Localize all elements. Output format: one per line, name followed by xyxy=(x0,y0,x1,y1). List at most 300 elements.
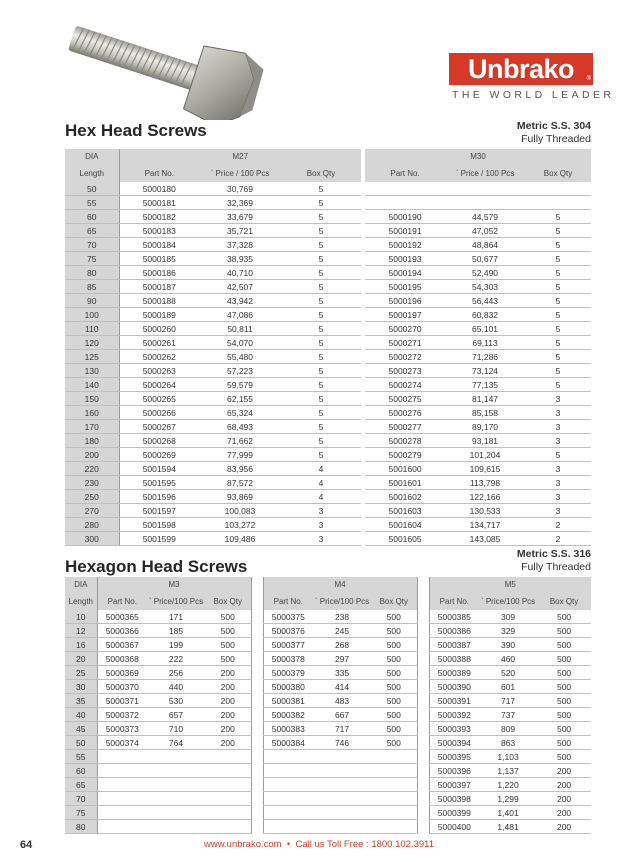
table-row xyxy=(65,532,591,546)
length-cell: 16 xyxy=(65,638,97,652)
box-qty-cell: 4 xyxy=(281,490,361,504)
table-row xyxy=(65,420,591,434)
box-qty-header: Box Qty xyxy=(371,593,417,610)
part-no-cell: 5001597 xyxy=(119,504,199,518)
price-header: ` Price/100 Pcs xyxy=(313,593,371,610)
dia-header: DIA xyxy=(65,577,97,593)
price-cell: 93,181 xyxy=(445,434,525,448)
table-row xyxy=(65,406,591,420)
price-cell xyxy=(313,750,371,764)
part-no-cell: 5000274 xyxy=(365,378,445,392)
box-qty-cell: 3 xyxy=(525,490,591,504)
m5-group-header: M5 xyxy=(429,577,591,593)
part-no-cell xyxy=(263,792,313,806)
box-qty-cell xyxy=(205,792,251,806)
part-no-cell xyxy=(97,806,147,820)
price-cell: 268 xyxy=(313,638,371,652)
box-qty-cell: 500 xyxy=(537,652,591,666)
box-qty-cell: 5 xyxy=(281,336,361,350)
box-qty-cell xyxy=(525,182,591,196)
box-qty-cell: 5 xyxy=(281,434,361,448)
length-cell: 30 xyxy=(65,680,97,694)
part-no-cell: 5001603 xyxy=(365,504,445,518)
box-qty-cell: 5 xyxy=(525,322,591,336)
box-qty-header: Box Qty xyxy=(205,593,251,610)
part-no-cell: 5000392 xyxy=(429,708,479,722)
price-cell: 710 xyxy=(147,722,205,736)
part-no-cell: 5000400 xyxy=(429,820,479,834)
price-cell: 440 xyxy=(147,680,205,694)
price-cell: 530 xyxy=(147,694,205,708)
part-no-cell: 5000396 xyxy=(429,764,479,778)
logo-text: Unbrako xyxy=(467,54,575,84)
box-qty-cell: 200 xyxy=(205,694,251,708)
price-cell: 50,677 xyxy=(445,252,525,266)
part-no-cell: 5001594 xyxy=(119,462,199,476)
price-cell: 171 xyxy=(147,610,205,624)
box-qty-cell xyxy=(371,764,417,778)
price-cell xyxy=(147,792,205,806)
part-no-cell: 5000260 xyxy=(119,322,199,336)
price-cell: 100,083 xyxy=(199,504,281,518)
part-no-cell: 5000377 xyxy=(263,638,313,652)
box-qty-cell: 500 xyxy=(205,610,251,624)
box-qty-cell: 5 xyxy=(525,238,591,252)
length-cell: 40 xyxy=(65,708,97,722)
part-no-cell: 5000370 xyxy=(97,680,147,694)
part-no-header: Part No. xyxy=(429,593,479,610)
part-no-cell: 5000268 xyxy=(119,434,199,448)
price-cell: 520 xyxy=(479,666,537,680)
price-header: ` Price / 100 Pcs xyxy=(199,165,281,182)
length-cell: 100 xyxy=(65,308,119,322)
m30-group-header: M30 xyxy=(365,149,591,165)
part-no-cell: 5000183 xyxy=(119,224,199,238)
box-qty-cell: 200 xyxy=(205,666,251,680)
length-cell: 25 xyxy=(65,666,97,680)
part-no-cell: 5001598 xyxy=(119,518,199,532)
dia-header: DIA xyxy=(65,149,119,165)
box-qty-cell: 5 xyxy=(281,224,361,238)
part-no-cell: 5000369 xyxy=(97,666,147,680)
price-cell: 77,999 xyxy=(199,448,281,462)
price-cell xyxy=(313,764,371,778)
unbrako-logo xyxy=(449,53,593,85)
part-no-cell: 5000264 xyxy=(119,378,199,392)
length-cell: 150 xyxy=(65,392,119,406)
box-qty-cell xyxy=(371,792,417,806)
price-cell xyxy=(147,778,205,792)
price-cell: 185 xyxy=(147,624,205,638)
length-cell: 125 xyxy=(65,350,119,364)
table-row xyxy=(65,778,591,792)
price-cell: 746 xyxy=(313,736,371,750)
part-no-cell: 5001604 xyxy=(365,518,445,532)
box-qty-cell xyxy=(205,750,251,764)
table-row xyxy=(65,196,591,210)
box-qty-cell: 500 xyxy=(205,638,251,652)
length-cell: 110 xyxy=(65,322,119,336)
box-qty-cell: 3 xyxy=(525,504,591,518)
price-cell: 390 xyxy=(479,638,537,652)
box-qty-cell: 500 xyxy=(371,666,417,680)
box-qty-cell: 200 xyxy=(205,708,251,722)
part-no-cell: 5000261 xyxy=(119,336,199,350)
part-no-cell: 5000262 xyxy=(119,350,199,364)
table-column-header-row xyxy=(65,165,591,182)
box-qty-cell: 500 xyxy=(537,694,591,708)
price-cell: 35,721 xyxy=(199,224,281,238)
part-no-cell: 5000189 xyxy=(119,308,199,322)
part-no-cell: 5000390 xyxy=(429,680,479,694)
part-no-cell: 5000279 xyxy=(365,448,445,462)
price-cell: 130,533 xyxy=(445,504,525,518)
box-qty-cell: 5 xyxy=(281,364,361,378)
length-cell: 50 xyxy=(65,182,119,196)
table-column-header-row xyxy=(65,593,591,610)
box-qty-cell: 5 xyxy=(525,336,591,350)
section1-spec: Metric S.S. 304 xyxy=(516,120,591,132)
length-cell: 12 xyxy=(65,624,97,638)
box-qty-cell: 200 xyxy=(537,764,591,778)
box-qty-cell: 5 xyxy=(281,252,361,266)
price-cell: 60,832 xyxy=(445,308,525,322)
price-cell: 1,103 xyxy=(479,750,537,764)
box-qty-cell: 2 xyxy=(525,518,591,532)
box-qty-cell: 5 xyxy=(281,406,361,420)
part-no-cell: 5000373 xyxy=(97,722,147,736)
part-no-cell xyxy=(365,196,445,210)
box-qty-cell: 5 xyxy=(525,308,591,322)
box-qty-cell: 200 xyxy=(537,778,591,792)
length-cell: 60 xyxy=(65,764,97,778)
part-no-cell: 5000375 xyxy=(263,610,313,624)
price-cell: 717 xyxy=(313,722,371,736)
length-cell: 75 xyxy=(65,252,119,266)
length-cell: 180 xyxy=(65,434,119,448)
part-no-cell xyxy=(97,750,147,764)
price-cell: 1,299 xyxy=(479,792,537,806)
box-qty-cell: 500 xyxy=(371,722,417,736)
hex-bolt-image xyxy=(62,10,267,120)
part-no-cell: 5000389 xyxy=(429,666,479,680)
part-no-cell: 5000277 xyxy=(365,420,445,434)
price-cell xyxy=(313,820,371,834)
box-qty-cell: 200 xyxy=(537,806,591,820)
box-qty-cell: 4 xyxy=(281,476,361,490)
part-no-cell: 5000275 xyxy=(365,392,445,406)
length-cell: 50 xyxy=(65,736,97,750)
length-cell: 65 xyxy=(65,224,119,238)
part-no-cell: 5000395 xyxy=(429,750,479,764)
table-row xyxy=(65,434,591,448)
price-cell xyxy=(313,778,371,792)
price-cell: 47,052 xyxy=(445,224,525,238)
price-cell: 134,717 xyxy=(445,518,525,532)
table-row xyxy=(65,182,591,196)
m27-group-header: M27 xyxy=(119,149,361,165)
price-cell: 62,155 xyxy=(199,392,281,406)
price-cell: 38,935 xyxy=(199,252,281,266)
box-qty-cell xyxy=(371,750,417,764)
part-no-cell: 5000372 xyxy=(97,708,147,722)
box-qty-cell: 3 xyxy=(525,420,591,434)
table-row xyxy=(65,280,591,294)
box-qty-cell: 200 xyxy=(205,736,251,750)
price-cell: 32,369 xyxy=(199,196,281,210)
length-cell: 80 xyxy=(65,820,97,834)
box-qty-cell: 500 xyxy=(537,638,591,652)
price-cell: 54,303 xyxy=(445,280,525,294)
length-cell: 20 xyxy=(65,652,97,666)
part-no-cell: 5000182 xyxy=(119,210,199,224)
box-qty-cell: 5 xyxy=(525,210,591,224)
price-cell: 122,166 xyxy=(445,490,525,504)
part-no-cell: 5000197 xyxy=(365,308,445,322)
box-qty-cell: 5 xyxy=(281,322,361,336)
box-qty-cell xyxy=(371,820,417,834)
website-link[interactable]: www.unbrako.com xyxy=(203,839,282,850)
part-no-cell: 5001602 xyxy=(365,490,445,504)
price-cell: 309 xyxy=(479,610,537,624)
price-cell: 113,798 xyxy=(445,476,525,490)
part-no-cell: 5000190 xyxy=(365,210,445,224)
box-qty-cell: 2 xyxy=(525,532,591,546)
part-no-cell: 5000265 xyxy=(119,392,199,406)
price-cell: 69,113 xyxy=(445,336,525,350)
table-row xyxy=(65,308,591,322)
price-cell: 30,769 xyxy=(199,182,281,196)
price-cell xyxy=(445,196,525,210)
part-no-cell: 5000191 xyxy=(365,224,445,238)
price-cell: 37,328 xyxy=(199,238,281,252)
price-header: ` Price/100 Pcs xyxy=(147,593,205,610)
box-qty-cell: 3 xyxy=(281,518,361,532)
box-qty-cell: 200 xyxy=(205,680,251,694)
table-row xyxy=(65,610,591,624)
price-cell: 47,086 xyxy=(199,308,281,322)
section1-thread: Fully Threaded xyxy=(521,133,591,145)
length-cell: 45 xyxy=(65,722,97,736)
price-cell: 809 xyxy=(479,722,537,736)
table-row xyxy=(65,238,591,252)
box-qty-cell: 3 xyxy=(525,476,591,490)
price-cell: 103,272 xyxy=(199,518,281,532)
price-cell: 667 xyxy=(313,708,371,722)
length-cell: 280 xyxy=(65,518,119,532)
part-no-cell: 5001599 xyxy=(119,532,199,546)
part-no-cell: 5000263 xyxy=(119,364,199,378)
length-cell: 270 xyxy=(65,504,119,518)
box-qty-cell: 500 xyxy=(537,680,591,694)
box-qty-cell: 5 xyxy=(525,448,591,462)
part-no-cell: 5000367 xyxy=(97,638,147,652)
part-no-cell: 5000398 xyxy=(429,792,479,806)
price-cell xyxy=(147,820,205,834)
part-no-cell: 5000382 xyxy=(263,708,313,722)
length-cell: 85 xyxy=(65,280,119,294)
price-cell: 85,158 xyxy=(445,406,525,420)
part-no-cell: 5000393 xyxy=(429,722,479,736)
box-qty-cell: 500 xyxy=(371,652,417,666)
part-no-cell: 5000399 xyxy=(429,806,479,820)
box-qty-cell: 3 xyxy=(281,532,361,546)
box-qty-cell: 5 xyxy=(281,378,361,392)
table-row xyxy=(65,820,591,834)
box-qty-cell: 5 xyxy=(525,350,591,364)
price-cell: 65,324 xyxy=(199,406,281,420)
length-cell: 60 xyxy=(65,210,119,224)
table-row xyxy=(65,504,591,518)
part-no-cell xyxy=(97,792,147,806)
price-cell: 329 xyxy=(479,624,537,638)
box-qty-cell: 500 xyxy=(371,708,417,722)
box-qty-cell: 200 xyxy=(537,820,591,834)
page-number: 64 xyxy=(20,839,33,851)
price-cell: 737 xyxy=(479,708,537,722)
length-cell: 160 xyxy=(65,406,119,420)
box-qty-cell: 5 xyxy=(281,308,361,322)
table-row xyxy=(65,708,591,722)
hex-head-screws-table xyxy=(65,149,591,546)
table-row xyxy=(65,462,591,476)
box-qty-cell: 5 xyxy=(281,266,361,280)
box-qty-cell: 500 xyxy=(371,736,417,750)
part-no-cell: 5000187 xyxy=(119,280,199,294)
price-cell: 54,070 xyxy=(199,336,281,350)
price-cell: 335 xyxy=(313,666,371,680)
box-qty-header: Box Qty xyxy=(525,165,591,182)
box-qty-cell: 5 xyxy=(525,266,591,280)
box-qty-cell: 3 xyxy=(525,406,591,420)
table-row xyxy=(65,322,591,336)
length-cell: 55 xyxy=(65,196,119,210)
part-no-cell xyxy=(263,820,313,834)
price-cell: 297 xyxy=(313,652,371,666)
price-cell: 460 xyxy=(479,652,537,666)
price-cell xyxy=(445,182,525,196)
box-qty-cell: 500 xyxy=(537,750,591,764)
part-no-cell: 5000386 xyxy=(429,624,479,638)
box-qty-cell xyxy=(205,778,251,792)
part-no-cell: 5000374 xyxy=(97,736,147,750)
price-cell: 73,124 xyxy=(445,364,525,378)
table-row xyxy=(65,680,591,694)
part-no-cell: 5000366 xyxy=(97,624,147,638)
box-qty-cell xyxy=(205,820,251,834)
part-no-cell: 5000378 xyxy=(263,652,313,666)
box-qty-cell: 5 xyxy=(281,350,361,364)
price-cell: 50,811 xyxy=(199,322,281,336)
box-qty-cell: 500 xyxy=(205,652,251,666)
box-qty-cell xyxy=(525,196,591,210)
part-no-cell: 5000365 xyxy=(97,610,147,624)
price-cell: 101,204 xyxy=(445,448,525,462)
table-row xyxy=(65,518,591,532)
length-header: Length xyxy=(65,165,119,182)
price-cell: 1,220 xyxy=(479,778,537,792)
part-no-cell xyxy=(263,778,313,792)
part-no-cell: 5000388 xyxy=(429,652,479,666)
price-cell: 414 xyxy=(313,680,371,694)
table-row xyxy=(65,666,591,680)
toll-free-number: Call us Toll Free : 1800.102.3911 xyxy=(295,839,435,850)
table-group-header-row xyxy=(65,577,591,593)
part-no-header: Part No. xyxy=(119,165,199,182)
part-no-cell: 5001596 xyxy=(119,490,199,504)
part-no-header: Part No. xyxy=(365,165,445,182)
price-cell: 56,443 xyxy=(445,294,525,308)
table-row xyxy=(65,806,591,820)
price-cell: 71,662 xyxy=(199,434,281,448)
price-cell xyxy=(313,792,371,806)
table-row xyxy=(65,764,591,778)
part-no-cell xyxy=(263,764,313,778)
box-qty-cell: 5 xyxy=(281,392,361,406)
part-no-cell: 5000379 xyxy=(263,666,313,680)
box-qty-cell: 3 xyxy=(525,434,591,448)
length-cell: 120 xyxy=(65,336,119,350)
table-row xyxy=(65,750,591,764)
price-cell: 1,401 xyxy=(479,806,537,820)
part-no-cell: 5000368 xyxy=(97,652,147,666)
part-no-cell: 5000193 xyxy=(365,252,445,266)
length-cell: 70 xyxy=(65,238,119,252)
part-no-cell: 5000185 xyxy=(119,252,199,266)
length-cell: 75 xyxy=(65,806,97,820)
part-no-cell: 5001601 xyxy=(365,476,445,490)
box-qty-cell: 5 xyxy=(525,294,591,308)
price-cell: 89,170 xyxy=(445,420,525,434)
price-cell: 483 xyxy=(313,694,371,708)
table-row xyxy=(65,252,591,266)
box-qty-cell: 5 xyxy=(281,294,361,308)
part-no-cell xyxy=(365,182,445,196)
part-no-cell: 5000276 xyxy=(365,406,445,420)
box-qty-cell: 500 xyxy=(537,722,591,736)
table-row xyxy=(65,638,591,652)
part-no-cell: 5001605 xyxy=(365,532,445,546)
box-qty-cell: 5 xyxy=(281,420,361,434)
length-cell: 220 xyxy=(65,462,119,476)
price-cell: 68,493 xyxy=(199,420,281,434)
length-cell: 250 xyxy=(65,490,119,504)
price-cell: 48,864 xyxy=(445,238,525,252)
price-cell: 59,579 xyxy=(199,378,281,392)
price-cell xyxy=(147,750,205,764)
price-cell: 109,486 xyxy=(199,532,281,546)
box-qty-cell: 5 xyxy=(281,238,361,252)
table-row xyxy=(65,624,591,638)
box-qty-cell: 500 xyxy=(205,624,251,638)
price-cell: 83,956 xyxy=(199,462,281,476)
table-row xyxy=(65,378,591,392)
length-cell: 35 xyxy=(65,694,97,708)
box-qty-cell: 500 xyxy=(537,610,591,624)
box-qty-cell: 500 xyxy=(371,624,417,638)
part-no-cell: 5001595 xyxy=(119,476,199,490)
hexagon-head-screws-table xyxy=(65,577,591,834)
box-qty-cell: 500 xyxy=(371,610,417,624)
box-qty-cell: 500 xyxy=(537,736,591,750)
table-row xyxy=(65,792,591,806)
length-cell: 80 xyxy=(65,266,119,280)
part-no-cell: 5000380 xyxy=(263,680,313,694)
table-row xyxy=(65,722,591,736)
price-cell: 222 xyxy=(147,652,205,666)
price-cell: 143,085 xyxy=(445,532,525,546)
part-no-cell: 5000184 xyxy=(119,238,199,252)
